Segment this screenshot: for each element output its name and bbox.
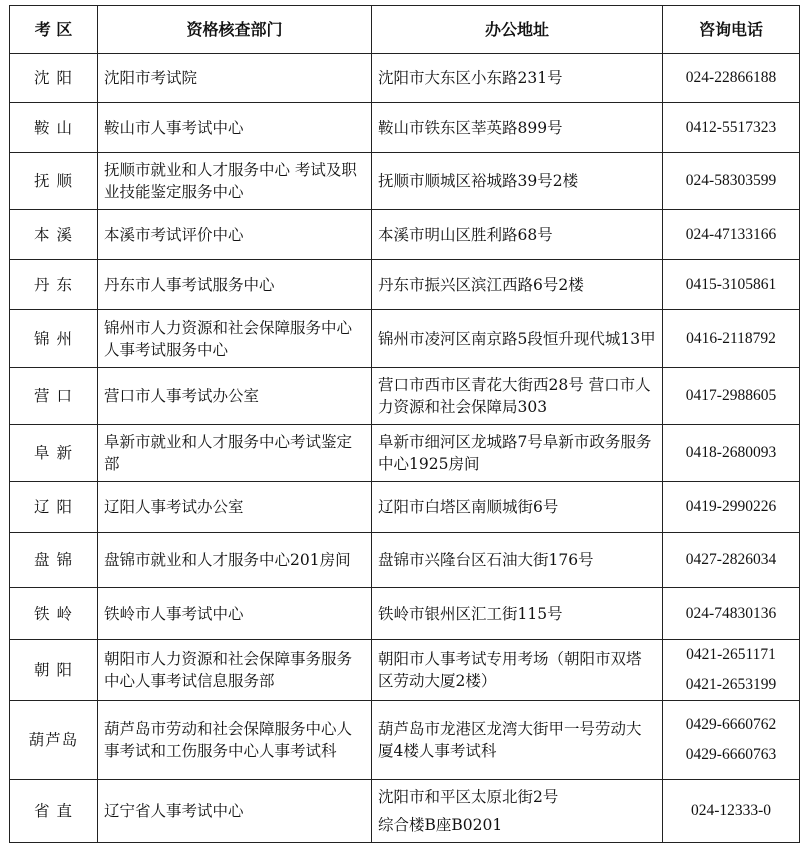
cell-dept: 沈阳市考试院 (98, 54, 372, 103)
header-row (10, 6, 800, 54)
cell-address (372, 153, 663, 210)
phone-number: 0421-2651171 (686, 646, 776, 663)
cell-address (372, 533, 663, 588)
phone-number: 024-12333-0 (690, 802, 772, 819)
table-row (10, 368, 800, 425)
cell-dept: 阜新市就业和人才服务中心考试鉴定部 (98, 425, 372, 482)
phone-number: 0421-2653199 (685, 676, 777, 693)
address-line: 丹东市振兴区滨江西路6号2楼 (378, 275, 584, 294)
phone-number: 024-22866188 (685, 69, 777, 86)
cell-region: 丹 东 (10, 260, 98, 310)
table-row (10, 533, 800, 588)
cell-address (372, 701, 663, 780)
cell-dept: 本溪市考试评价中心 (98, 210, 372, 260)
address-line: 葫芦岛市龙港区龙湾大街甲一号劳动大厦4楼人事考试科 (378, 720, 642, 760)
cell-region: 营 口 (10, 368, 98, 425)
table-row (10, 425, 800, 482)
cell-address (372, 588, 663, 640)
phone-number: 0427-2826034 (685, 551, 777, 568)
phone-number: 0412-5517323 (685, 118, 777, 136)
cell-region: 盘 锦 (10, 533, 98, 588)
cell-address (372, 54, 663, 103)
cell-phone (663, 368, 800, 425)
cell-region: 朝 阳 (10, 640, 98, 701)
address-line: 阜新市细河区龙城路7号阜新市政务服务中心1925房间 (378, 433, 652, 473)
cell-phone (663, 701, 800, 780)
cell-region: 辽 阳 (10, 482, 98, 533)
cell-address (372, 640, 663, 701)
phone-number: 0418-2680093 (685, 444, 777, 461)
cell-address (372, 425, 663, 482)
address-line: 抚顺市顺城区裕城路39号2楼 (378, 172, 579, 190)
cell-region: 省 直 (10, 780, 98, 843)
cell-phone (663, 310, 800, 368)
table-row (10, 640, 800, 701)
cell-phone (663, 103, 800, 153)
phone-number: 0419-2990226 (685, 498, 777, 515)
cell-phone (663, 153, 800, 210)
cell-address (372, 260, 663, 310)
address-line: 鞍山市铁东区莘英路899号 (378, 118, 563, 137)
header-phone: 咨询电话 (663, 6, 800, 54)
phone-number: 024-74830136 (685, 604, 777, 622)
cell-dept: 盘锦市就业和人才服务中心201房间 (98, 533, 372, 588)
phone-number: 0415-3105861 (685, 275, 777, 293)
address-line: 沈阳市和平区太原北街2号 (378, 788, 559, 806)
cell-dept: 铁岭市人事考试中心 (98, 588, 372, 640)
table-row (10, 103, 800, 153)
contact-table (9, 5, 800, 843)
address-line: 锦州市凌河区南京路5段恒升现代城13甲 (378, 329, 656, 348)
cell-address (372, 103, 663, 153)
cell-address (372, 780, 663, 843)
cell-dept: 营口市人事考试办公室 (98, 368, 372, 425)
cell-dept: 丹东市人事考试服务中心 (98, 260, 372, 310)
table-row (10, 482, 800, 533)
phone-number: 0429-6660762 (685, 716, 777, 733)
cell-phone (663, 54, 800, 103)
cell-region: 锦 州 (10, 310, 98, 368)
cell-dept: 朝阳市人力资源和社会保障事务服务中心人事考试信息服务部 (98, 640, 372, 701)
header-region: 考 区 (10, 6, 98, 54)
cell-region: 葫芦岛 (10, 701, 98, 780)
address-line: 盘锦市兴隆台区石油大街176号 (378, 551, 594, 569)
cell-dept: 葫芦岛市劳动和社会保障服务中心人事考试和工伤服务中心人事考试科 (98, 701, 372, 780)
cell-region: 抚 顺 (10, 153, 98, 210)
cell-region: 沈 阳 (10, 54, 98, 103)
phone-number: 0429-6660763 (685, 746, 777, 763)
table-row (10, 588, 800, 640)
cell-region: 鞍 山 (10, 103, 98, 153)
table-row (10, 210, 800, 260)
address-line: 沈阳市大东区小东路231号 (378, 69, 563, 87)
table-body (10, 54, 800, 843)
table-row (10, 310, 800, 368)
cell-address (372, 368, 663, 425)
cell-dept: 辽宁省人事考试中心 (98, 780, 372, 843)
address-line: 朝阳市人事考试专用考场（朝阳市双塔区劳动大厦2楼） (378, 650, 642, 690)
cell-region: 阜 新 (10, 425, 98, 482)
phone-number: 0417-2988605 (685, 387, 777, 404)
address-line: 铁岭市银州区汇工街115号 (378, 604, 563, 623)
table-row (10, 54, 800, 103)
cell-phone (663, 425, 800, 482)
table-row (10, 153, 800, 210)
header-address: 办公地址 (372, 6, 663, 54)
table-row (10, 701, 800, 780)
cell-phone (663, 260, 800, 310)
cell-phone (663, 482, 800, 533)
cell-phone (663, 588, 800, 640)
header-dept: 资格核查部门 (98, 6, 372, 54)
cell-dept: 辽阳人事考试办公室 (98, 482, 372, 533)
table-row (10, 780, 800, 843)
cell-phone (663, 533, 800, 588)
address-line: 本溪市明山区胜利路68号 (378, 225, 553, 244)
cell-phone (663, 640, 800, 701)
table-row (10, 260, 800, 310)
address-line: 辽阳市白塔区南顺城街6号 (378, 498, 559, 516)
phone-number: 024-58303599 (685, 172, 777, 189)
cell-address (372, 210, 663, 260)
phone-number: 024-47133166 (685, 225, 777, 243)
cell-phone (663, 210, 800, 260)
cell-region: 铁 岭 (10, 588, 98, 640)
address-line: 综合楼B座B0201 (378, 816, 503, 834)
cell-address (372, 310, 663, 368)
cell-dept: 抚顺市就业和人才服务中心 考试及职业技能鉴定服务中心 (98, 153, 372, 210)
cell-region: 本 溪 (10, 210, 98, 260)
cell-dept: 鞍山市人事考试中心 (98, 103, 372, 153)
cell-dept: 锦州市人力资源和社会保障服务中心人事考试服务中心 (98, 310, 372, 368)
phone-number: 0416-2118792 (686, 329, 776, 347)
address-line: 营口市西市区青花大街西28号 营口市人力资源和社会保障局303 (378, 376, 651, 416)
cell-address (372, 482, 663, 533)
cell-phone (663, 780, 800, 843)
